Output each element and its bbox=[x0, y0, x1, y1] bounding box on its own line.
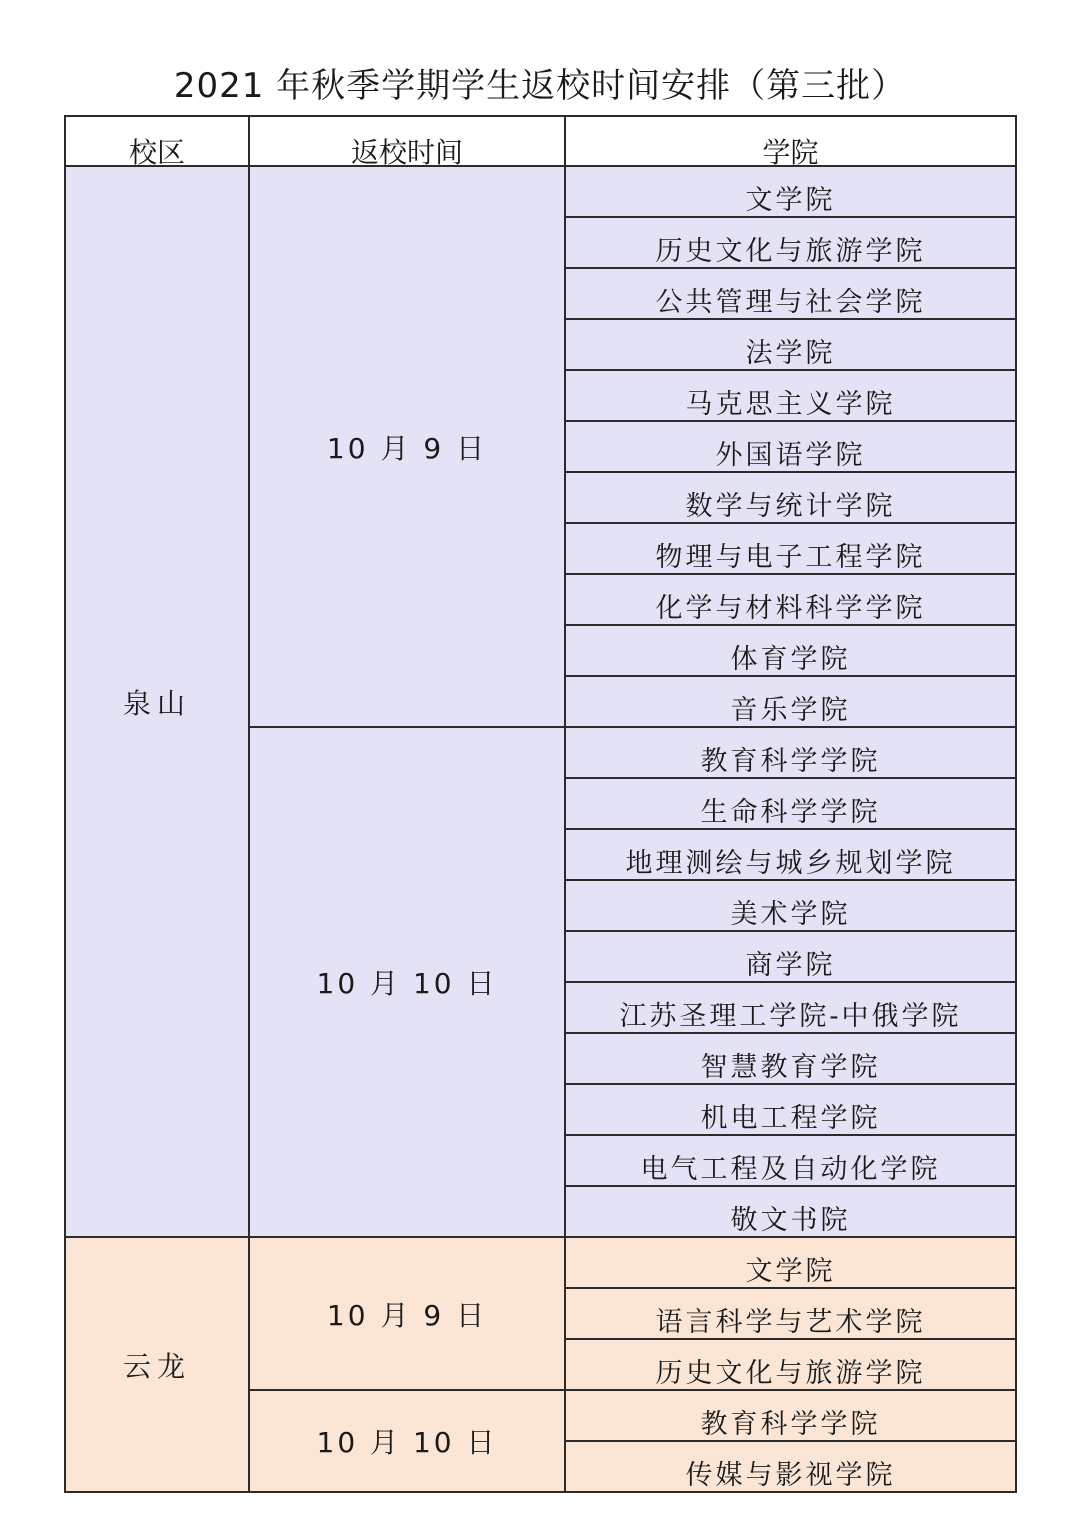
college-cell: 智慧教育学院 bbox=[565, 1033, 1016, 1084]
schedule-table bbox=[64, 115, 1017, 1493]
college-cell: 音乐学院 bbox=[565, 676, 1016, 727]
college-cell: 马克思主义学院 bbox=[565, 370, 1016, 421]
header-campus: 校区 bbox=[65, 116, 249, 166]
college-cell: 江苏圣理工学院-中俄学院 bbox=[565, 982, 1016, 1033]
college-cell: 敬文书院 bbox=[565, 1186, 1016, 1237]
campus-cell-quanshan: 泉山 bbox=[65, 166, 249, 1237]
college-cell: 机电工程学院 bbox=[565, 1084, 1016, 1135]
table-row bbox=[65, 1237, 1016, 1288]
college-cell: 数学与统计学院 bbox=[565, 472, 1016, 523]
campus-cell-yunlong: 云龙 bbox=[65, 1237, 249, 1492]
college-cell: 化学与材料科学学院 bbox=[565, 574, 1016, 625]
date-cell: 10 月 9 日 bbox=[249, 166, 565, 727]
college-cell: 商学院 bbox=[565, 931, 1016, 982]
college-cell: 教育科学学院 bbox=[565, 727, 1016, 778]
college-cell: 法学院 bbox=[565, 319, 1016, 370]
college-cell: 历史文化与旅游学院 bbox=[565, 217, 1016, 268]
header-college: 学院 bbox=[565, 116, 1016, 166]
page-title: 2021 年秋季学期学生返校时间安排（第三批） bbox=[173, 66, 907, 106]
college-cell: 公共管理与社会学院 bbox=[565, 268, 1016, 319]
college-cell: 文学院 bbox=[565, 1237, 1016, 1288]
college-cell: 电气工程及自动化学院 bbox=[565, 1135, 1016, 1186]
header-row bbox=[65, 116, 1016, 166]
college-cell: 体育学院 bbox=[565, 625, 1016, 676]
college-cell: 语言科学与艺术学院 bbox=[565, 1288, 1016, 1339]
college-cell: 物理与电子工程学院 bbox=[565, 523, 1016, 574]
college-cell: 生命科学学院 bbox=[565, 778, 1016, 829]
college-cell: 外国语学院 bbox=[565, 421, 1016, 472]
college-cell: 教育科学学院 bbox=[565, 1390, 1016, 1441]
college-cell: 传媒与影视学院 bbox=[565, 1441, 1016, 1492]
table-row bbox=[65, 166, 1016, 217]
date-cell: 10 月 9 日 bbox=[249, 1237, 565, 1390]
college-cell: 美术学院 bbox=[565, 880, 1016, 931]
date-cell: 10 月 10 日 bbox=[249, 727, 565, 1237]
college-cell: 文学院 bbox=[565, 166, 1016, 217]
college-cell: 地理测绘与城乡规划学院 bbox=[565, 829, 1016, 880]
header-date: 返校时间 bbox=[249, 116, 565, 166]
college-cell: 历史文化与旅游学院 bbox=[565, 1339, 1016, 1390]
date-cell: 10 月 10 日 bbox=[249, 1390, 565, 1492]
